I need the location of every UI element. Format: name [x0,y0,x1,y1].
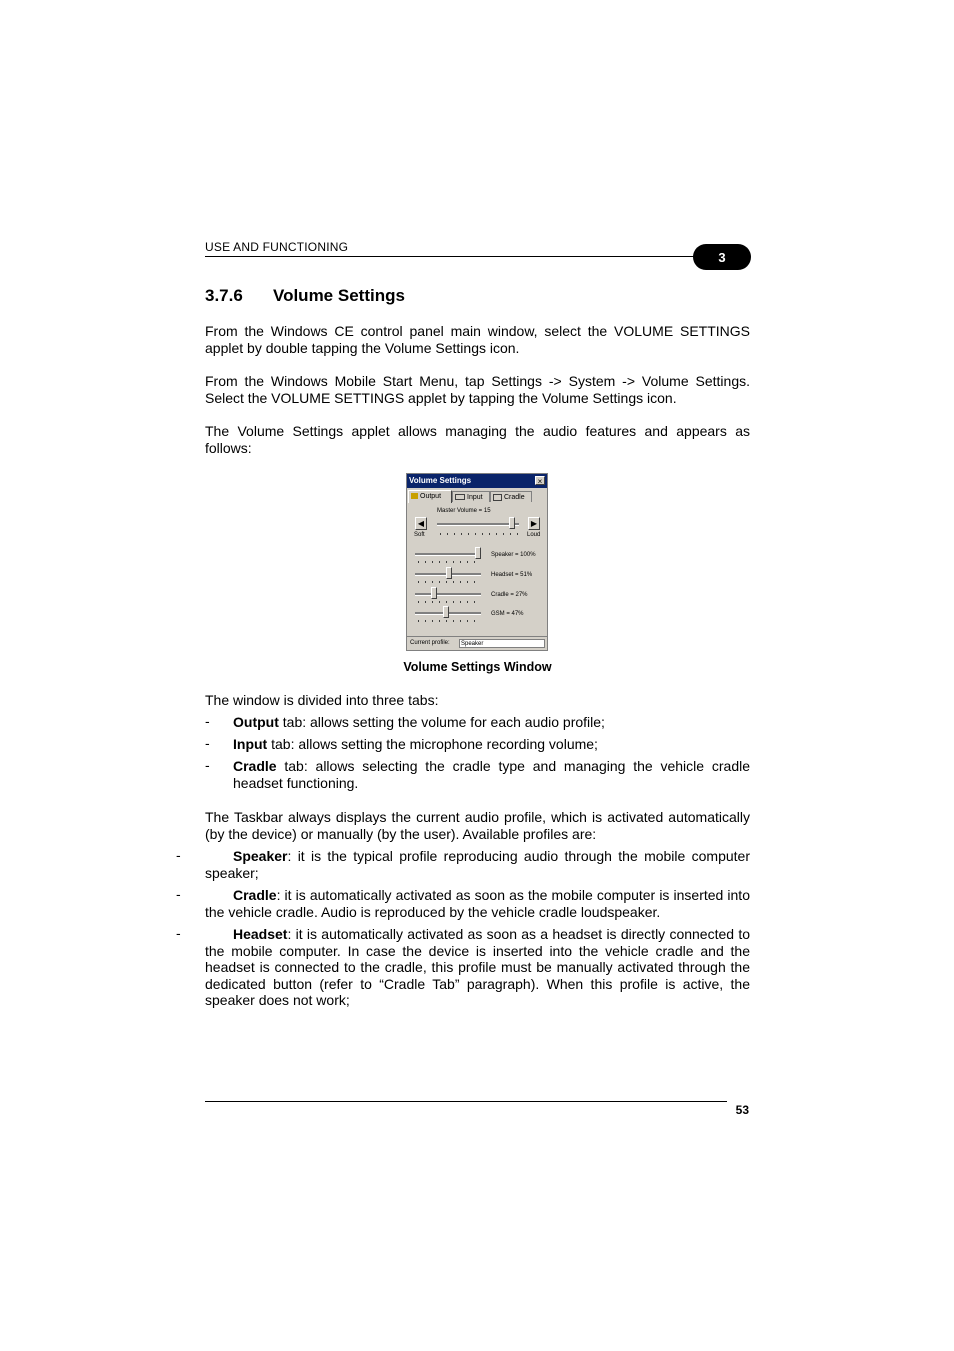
profile-slider-thumb[interactable] [446,567,452,579]
master-volume-ticks [440,533,520,535]
profile-slider-ticks [418,601,480,603]
bullet-desc: : it is automatically activated as soon as the mobile computer is inserted into the vehicle cradle. Audio is reproduced by the vehicle cradle loudspeaker. [205,887,750,920]
bullet-term: Input [233,736,268,752]
bullet-term: Cradle [233,758,277,774]
volume-down-button[interactable]: ◀ [415,517,427,530]
tab-input[interactable] [452,491,490,502]
close-icon[interactable]: × [535,476,545,485]
tab-output-label: Output [420,493,442,500]
bullet-dash: - [205,713,210,729]
bullet-desc: tab: allows setting the microphone recording volume; [267,736,598,752]
page-number: 53 [735,1103,749,1117]
section-title: Volume Settings [273,286,405,305]
master-volume-track [437,523,519,526]
bullet-desc: tab: allows setting the volume for each audio profile; [278,714,605,730]
current-profile-label: Current profile: [410,640,450,646]
list-item [205,735,750,757]
bullet-text [233,758,750,791]
tabs-intro: The window is divided into three tabs: [205,692,439,708]
bullet-text [205,887,750,920]
bullet-dash: - [205,735,210,751]
bullet-desc: tab: allows selecting the cradle type and managing the vehicle cradle headset functioning. [233,758,750,791]
chapter-badge: 3 [693,244,751,270]
list-item [176,847,750,886]
profile-slider-ticks [418,581,480,583]
window-titlebar [407,474,547,488]
profile-slider-label: Headset = 51% [491,572,533,578]
bullet-desc: : it is automatically activated as soon as a headset is directly connected to the mobile computer. In case the device is inserted into the vehicle cradle and the headset is connected to the cradle, this profile must be manually activated through the dedicated button (refer to “Cradle Tab” paragraph). When this profile is active, the speaker does not work; [205,926,750,1008]
tab-cradle[interactable] [490,491,532,502]
paragraph-control-panel: From the Windows CE control panel main window, select the VOLUME SETTINGS applet by double tapping the Volume Settings icon. [205,323,750,356]
profile-slider-thumb[interactable] [443,606,449,618]
tab-output[interactable] [408,490,452,503]
paragraph-start-menu: From the Windows Mobile Start Menu, tap Settings -> System -> Volume Settings. Select the VOLUME SETTINGS applet by tapping the Volume Settings icon. [205,373,750,406]
volume-settings-screenshot [406,473,548,651]
list-item [176,925,750,1015]
bullet-text [205,848,750,881]
footer-rule [205,1101,727,1102]
profile-slider-ticks [418,561,480,563]
profile-slider-thumb[interactable] [475,547,481,559]
bullet-term: Cradle [233,887,277,903]
speaker-icon [411,493,418,499]
bullet-dash: - [176,886,181,902]
profile-slider-thumb[interactable] [431,587,437,599]
section-heading [205,286,405,306]
soft-label: Soft [414,532,425,538]
list-item [205,713,750,735]
cradle-icon [493,494,502,501]
tab-cradle-label: Cradle [504,494,525,501]
section-number: 3.7.6 [205,286,243,305]
profile-slider-track [415,593,481,596]
bullet-text [205,926,750,1009]
bullet-dash: - [205,757,210,773]
profile-bullet-list [176,847,750,1015]
running-header: USE AND FUNCTIONING [205,240,349,254]
profile-slider-label: Speaker = 100% [491,552,536,558]
bullet-dash: - [176,847,181,863]
bullet-term: Speaker [233,848,288,864]
master-volume-thumb[interactable] [509,517,515,529]
list-item [205,757,750,797]
volume-up-button[interactable]: ▶ [528,517,540,530]
status-bar [407,636,547,650]
list-item [176,886,750,925]
master-volume-label: Master Volume = 15 [437,508,491,514]
profile-slider-label: Cradle = 27% [491,592,528,598]
bullet-term: Headset [233,926,288,942]
window-title: Volume Settings [409,476,472,485]
profile-slider-ticks [418,620,480,622]
tab-bullet-list [205,713,750,797]
keyboard-icon [455,494,465,500]
figure-caption: Volume Settings Window [403,660,552,674]
profile-slider-label: GSM = 47% [491,611,524,617]
current-profile-value: Speaker [459,639,545,648]
tab-strip [407,490,547,503]
paragraph-taskbar: The Taskbar always displays the current audio profile, which is activated automatically (by the device) or manually (by the user). Available profiles are: [205,809,750,842]
bullet-text [233,714,750,731]
header-rule [205,256,705,257]
profile-slider-track [415,553,481,556]
loud-label: Loud [527,532,541,538]
bullet-term: Output [233,714,279,730]
paragraph-applet-intro: The Volume Settings applet allows managing the audio features and appears as follows: [205,423,750,456]
bullet-text [233,736,750,753]
tab-input-label: Input [467,494,483,501]
bullet-desc: : it is the typical profile reproducing audio through the mobile computer speaker; [205,848,750,881]
bullet-dash: - [176,925,181,941]
